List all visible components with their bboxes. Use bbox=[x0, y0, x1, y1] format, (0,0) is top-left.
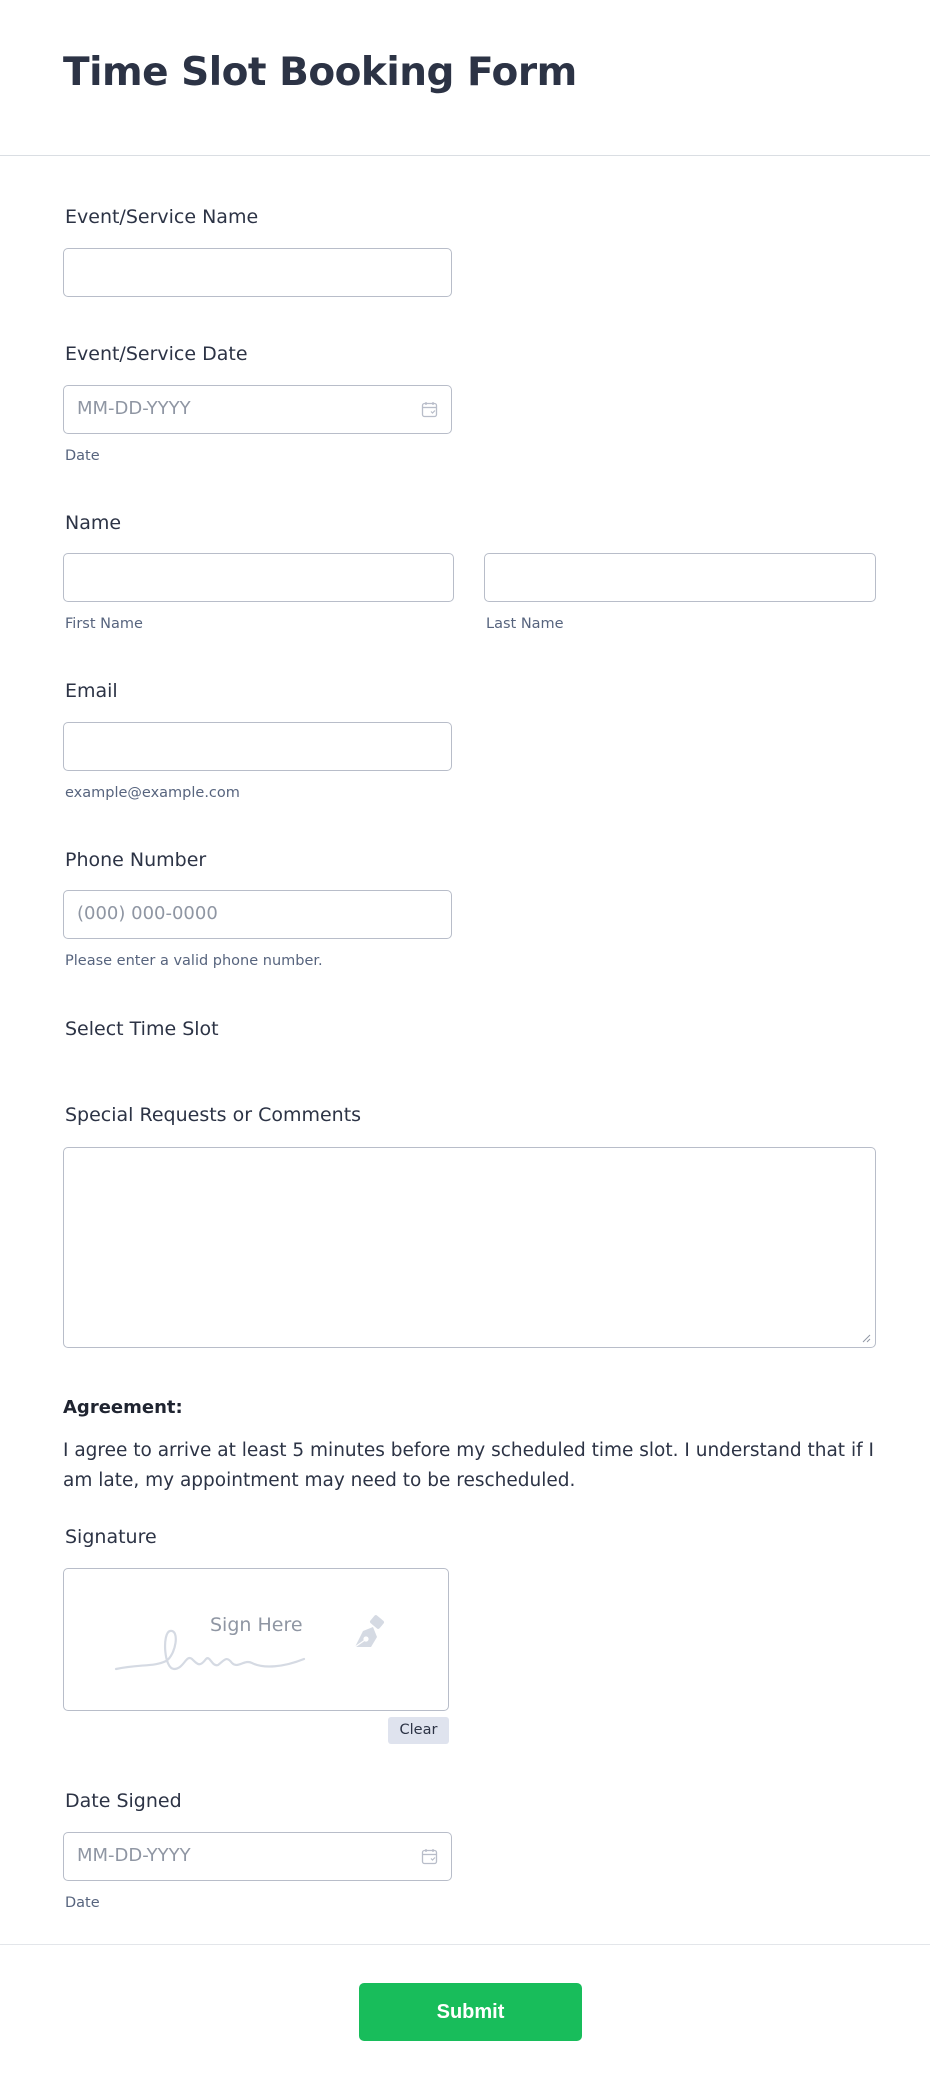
phone-label: Phone Number bbox=[65, 849, 207, 871]
phone-placeholder: (000) 000-0000 bbox=[77, 903, 218, 924]
time-slot-label: Select Time Slot bbox=[65, 1018, 219, 1040]
form-header bbox=[0, 0, 930, 156]
agreement-title: Agreement: bbox=[63, 1397, 183, 1418]
first-name-input[interactable] bbox=[63, 553, 454, 602]
submit-button[interactable]: Submit bbox=[359, 1983, 582, 2041]
calendar-icon[interactable] bbox=[421, 401, 438, 418]
signature-label: Signature bbox=[65, 1526, 157, 1548]
first-name-sublabel: First Name bbox=[65, 616, 143, 632]
comments-textarea[interactable] bbox=[63, 1147, 876, 1348]
event-date-label: Event/Service Date bbox=[65, 343, 248, 365]
event-name-input[interactable] bbox=[63, 248, 452, 297]
date-signed-placeholder: MM-DD-YYYY bbox=[77, 1845, 191, 1866]
comments-label: Special Requests or Comments bbox=[65, 1104, 362, 1126]
pen-nib-icon bbox=[349, 1613, 389, 1653]
last-name-sublabel: Last Name bbox=[486, 616, 564, 632]
event-name-label: Event/Service Name bbox=[65, 206, 259, 228]
event-date-input[interactable] bbox=[63, 385, 452, 434]
date-signed-sublabel: Date bbox=[65, 1895, 100, 1911]
form-title: Time Slot Booking Form bbox=[63, 50, 577, 95]
last-name-input[interactable] bbox=[484, 553, 876, 602]
phone-sublabel: Please enter a valid phone number. bbox=[65, 953, 323, 969]
date-signed-label: Date Signed bbox=[65, 1790, 182, 1812]
phone-input[interactable] bbox=[63, 890, 452, 939]
event-date-sublabel: Date bbox=[65, 448, 100, 464]
email-label: Email bbox=[65, 680, 118, 702]
agreement-text: I agree to arrive at least 5 minutes before my scheduled time slot. I understand that if I am late, my appointment may need to be rescheduled. bbox=[63, 1440, 874, 1491]
name-label: Name bbox=[65, 512, 122, 534]
event-date-placeholder: MM-DD-YYYY bbox=[77, 398, 191, 419]
email-sublabel: example@example.com bbox=[65, 785, 240, 801]
date-signed-input[interactable] bbox=[63, 1832, 452, 1881]
clear-signature-button[interactable]: Clear bbox=[388, 1717, 449, 1744]
email-input[interactable] bbox=[63, 722, 452, 771]
resize-handle-icon[interactable] bbox=[861, 1333, 871, 1343]
signature-pad[interactable] bbox=[63, 1568, 449, 1711]
calendar-icon[interactable] bbox=[421, 1848, 438, 1865]
signature-hint: Sign Here bbox=[210, 1614, 303, 1636]
